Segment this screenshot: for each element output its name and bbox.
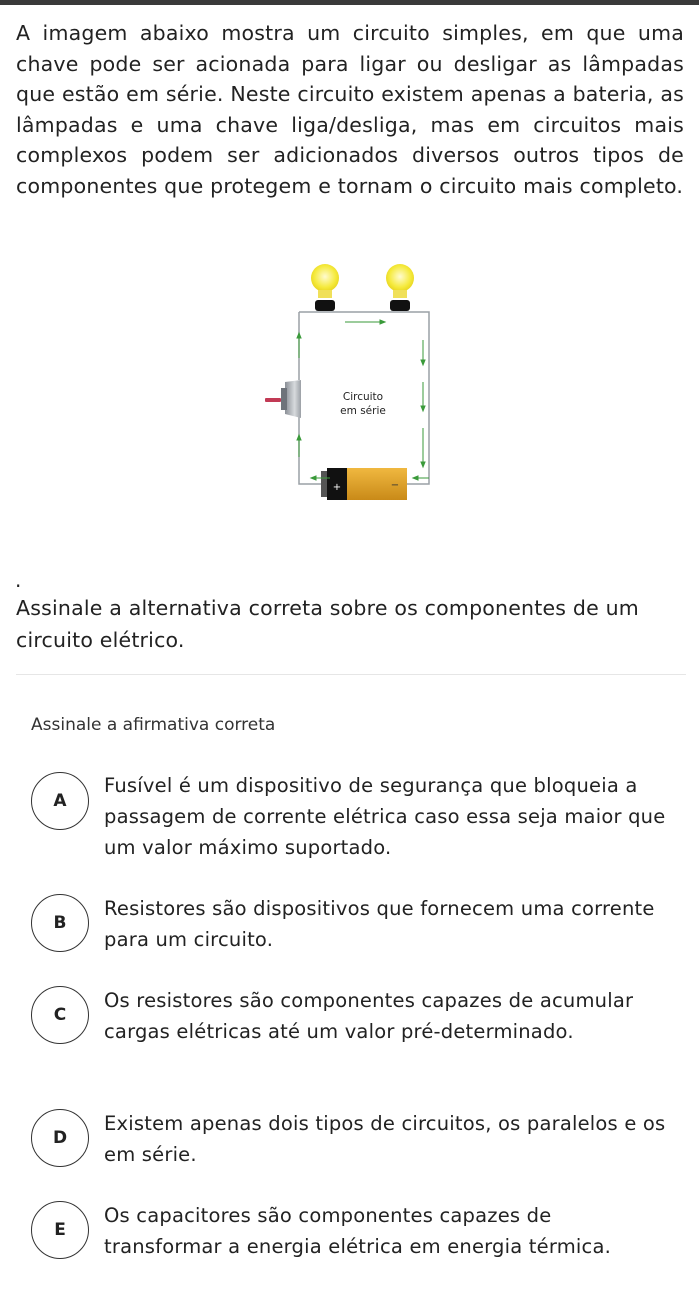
option-letter-badge[interactable]: C bbox=[31, 986, 89, 1044]
option-text[interactable]: Os capacitores são componentes capazes de transformar a energia elétrica em energia térmica. bbox=[104, 1204, 612, 1258]
question-text: Assinale a alternativa correta sobre os componentes de um circuito elétrico. bbox=[16, 596, 639, 652]
series-circuit-figure bbox=[255, 262, 445, 512]
circuit-label-line1: Circuito bbox=[342, 391, 384, 403]
battery-icon bbox=[321, 468, 407, 500]
option-text[interactable]: Resistores são dispositivos que fornecem uma corrente para um circuito. bbox=[104, 897, 655, 951]
bulb-icon bbox=[311, 264, 339, 311]
option-text[interactable]: Os resistores são componentes capazes de acumular cargas elétricas até um valor pré-determinado. bbox=[104, 989, 634, 1043]
battery-plus-label: + bbox=[332, 482, 342, 493]
intro-paragraph: A imagem abaixo mostra um circuito simples, em que uma chave pode ser acionada para ligar ou desligar as lâmpadas que estão em série. Neste circuito existem apenas a bateria, as lâmpadas e uma chave liga/desliga, mas em circuitos mais complexos podem ser adicionados diversos outros tipos de componentes que protegem e tornam o circuito mais completo. bbox=[16, 21, 684, 198]
switch-icon bbox=[265, 380, 301, 418]
option-text[interactable]: Existem apenas dois tipos de circuitos, os paralelos e os em série. bbox=[104, 1112, 666, 1166]
option-letter-badge[interactable]: D bbox=[31, 1109, 89, 1167]
bulb-icon bbox=[386, 264, 414, 311]
option-text[interactable]: Fusível é um dispositivo de segurança que bloqueia a passagem de corrente elétrica caso essa seja maior que um valor máximo suportado. bbox=[104, 774, 666, 859]
option-letter-badge[interactable]: A bbox=[31, 772, 89, 830]
option-letter-badge[interactable]: B bbox=[31, 894, 89, 952]
top-bar bbox=[0, 0, 699, 5]
option-letter-badge[interactable]: E bbox=[31, 1201, 89, 1259]
divider bbox=[16, 674, 686, 675]
stray-dot: . bbox=[15, 568, 22, 592]
battery-minus-label: − bbox=[390, 480, 400, 491]
answer-prompt: Assinale a afirmativa correta bbox=[31, 715, 276, 735]
circuit-label-line2: em série bbox=[340, 405, 386, 417]
